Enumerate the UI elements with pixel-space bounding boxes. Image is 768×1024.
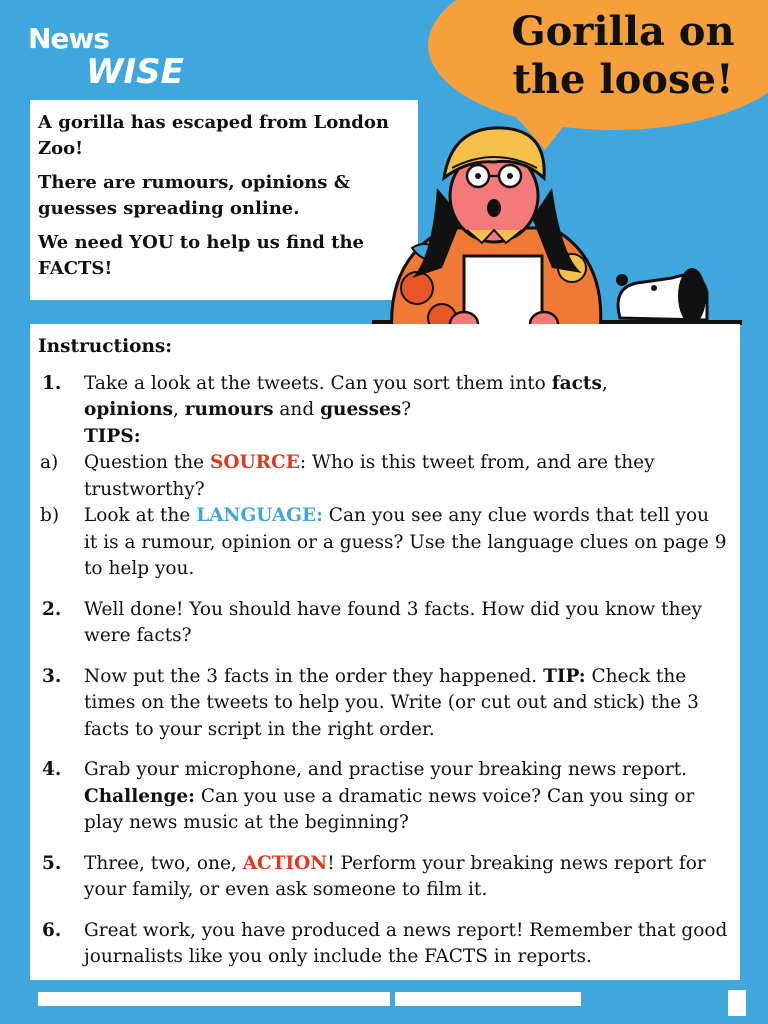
tip-b — [38, 503, 728, 583]
tip-b-label: b) — [40, 505, 60, 526]
intro-paragraph-2: There are rumours, opinions & guesses spreading online. — [38, 172, 350, 219]
footer-bar-left — [38, 992, 390, 1006]
logo-wise: WISE — [86, 52, 184, 92]
step-3-number: 3. — [42, 665, 62, 687]
step-2-text: Well done! You should have found 3 facts. How did you know they were facts? — [84, 598, 702, 646]
step-6-number: 6. — [42, 919, 62, 941]
step-5 — [38, 851, 728, 904]
word-source: SOURCE — [210, 452, 300, 473]
step-3-text-2: Check the times on the tweets to help you. Write (or cut out and stick) the 3 facts to your script in the right order. — [84, 665, 699, 740]
step-5-text-2: ! Perform your breaking news report for your family, or even ask someone to film it. — [84, 852, 706, 900]
title-line-1: Gorilla on — [511, 8, 735, 55]
step-1-comma-2: , — [173, 399, 185, 420]
tip-b-text: Look at the — [84, 505, 197, 526]
intro-paragraph-1: A gorilla has escaped from London Zoo! — [38, 112, 389, 159]
step-3 — [38, 664, 728, 744]
tip-b-text-2: Can you see any clue words that tell you it is a rumour, opinion or a guess? Use the language clues on page 9 to help you. — [84, 505, 727, 579]
step-1-question-mark: ? — [401, 399, 412, 420]
word-language: LANGUAGE: — [196, 505, 323, 526]
step-4-text: Grab your microphone, and practise your breaking news report. — [84, 759, 688, 780]
intro-paragraph-3: We need YOU to help us find the FACTS! — [38, 232, 364, 279]
step-1-comma: , — [601, 372, 608, 394]
step-1 — [38, 371, 728, 451]
page-title — [478, 8, 768, 104]
step-3-text: Now put the 3 facts in the order they happened. — [84, 665, 544, 687]
step-1-text: Take a look at the tweets. Can you sort them into — [84, 372, 552, 394]
step-3-tip: TIP: — [543, 665, 586, 687]
word-opinions: opinions — [84, 399, 173, 420]
word-rumours: rumours — [184, 399, 274, 420]
step-6 — [38, 918, 728, 971]
word-guesses: guesses — [320, 399, 402, 420]
word-facts: facts — [551, 372, 602, 394]
step-1-and: and — [273, 399, 321, 420]
footer-page-marker — [728, 990, 746, 1016]
step-5-text: Three, two, one, — [84, 852, 243, 874]
step-2-number: 2. — [42, 598, 62, 620]
tips-label: TIPS: — [84, 425, 141, 447]
step-4-text-2: Can you use a dramatic news voice? Can you sing or play news music at the beginning? — [84, 785, 695, 833]
step-4-challenge: Challenge: — [84, 785, 195, 807]
logo-news: News — [28, 22, 109, 55]
instructions-heading: Instructions: — [38, 336, 173, 357]
tip-a-text-2: : Who is this tweet from, and are they trustworthy? — [84, 452, 655, 500]
step-1-number: 1. — [42, 372, 62, 394]
intro-box — [30, 100, 418, 300]
footer-bar-middle — [395, 992, 581, 1006]
step-5-number: 5. — [42, 852, 62, 874]
step-4-number: 4. — [42, 759, 62, 780]
tip-a — [38, 450, 728, 503]
word-action: ACTION — [242, 852, 328, 874]
reporter-illustration — [372, 118, 742, 348]
title-line-2: the loose! — [512, 56, 734, 103]
step-6-text: Great work, you have produced a news report! Remember that good journalists like you only include the FACTS in reports. — [84, 919, 728, 967]
step-2 — [38, 597, 728, 650]
instructions-box — [30, 324, 740, 980]
tip-a-text: Question the — [84, 452, 210, 473]
step-4 — [38, 757, 728, 837]
tip-a-label: a) — [40, 452, 59, 473]
